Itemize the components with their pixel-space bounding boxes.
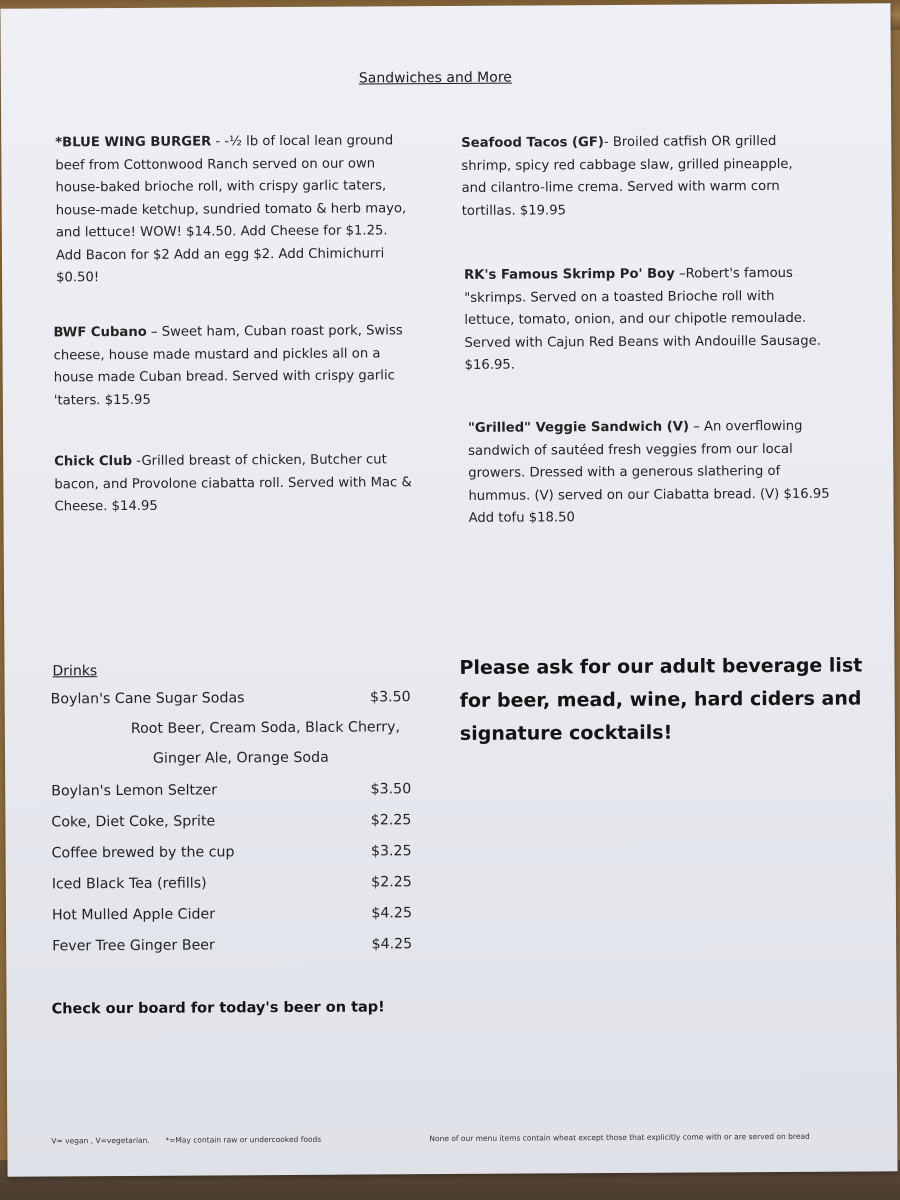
item-description: - -½ lb of local lean ground beef from Cottonwood Ranch served on our own house-baked brioche roll, with crispy garlic taters, house-made ketchup, sundried tomato & herb mayo, and lettuce! WOW! $14.50. Add Cheese for $1.25. Add Bacon for $2 Add an egg $2. Add Chimichurri $0.50! [55, 133, 407, 286]
menu-item [468, 416, 839, 531]
tap-note: Check our board for today's beer on tap! [51, 999, 385, 1018]
drinks-heading: Drinks [52, 663, 98, 680]
soda-flavors: Root Beer, Cream Soda, Black Cherry, [130, 719, 401, 737]
item-description: -Grilled breast of chicken, Butcher cut bacon, and Provolone ciabatta roll. Served with Mac & Cheese. $14.95 [54, 452, 412, 515]
drink-price: $3.25 [370, 843, 412, 860]
drink-name: Coke, Diet Coke, Sprite [51, 813, 216, 831]
drink-price: $4.25 [371, 936, 413, 953]
drink-name: Boylan's Cane Sugar Sodas [50, 690, 245, 708]
drink-row [51, 689, 411, 707]
item-name: BWF Cubano [53, 324, 147, 341]
drink-row [52, 905, 412, 923]
menu-page [0, 3, 897, 1176]
item-name: Seafood Tacos (GF) [461, 135, 604, 151]
drink-row [51, 812, 411, 830]
page-title: Sandwiches and More [358, 69, 512, 87]
soda-flavors: Ginger Ale, Orange Soda [152, 749, 329, 767]
footer-legend-raw: *=May contain raw or undercooked foods [165, 1134, 322, 1145]
item-name: "Grilled" Veggie Sandwich (V) [467, 419, 690, 436]
menu-item [55, 130, 416, 290]
item-description: - Broiled catfish OR grilled shrimp, spicy red cabbage slaw, grilled pineapple, and cilantro-lime crema. Served with warm corn tortillas. $19.95 [461, 133, 793, 219]
item-description: – An overflowing sandwich of sautéed fresh veggies from our local growers. Dressed with a generous slathering of hummus. (V) served on our Ciabatta bread. (V) $16.95 Add tofu $18.50 [468, 418, 830, 526]
drink-name: Coffee brewed by the cup [51, 844, 235, 862]
menu-item [464, 263, 829, 378]
menu-item [53, 320, 416, 412]
drink-name: Fever Tree Ginger Beer [52, 937, 215, 955]
item-name: Chick Club [54, 453, 133, 470]
drink-row [52, 874, 412, 892]
item-description: –Robert's famous "skrimps. Served on a toasted Brioche roll with lettuce, tomato, onion, and our chipotle remoulade. Served with Cajun Red Beans with Andouille Sausage. $16.95. [464, 265, 821, 373]
footer-legend-vegan: V= vegan , V=vegetarian. [51, 1135, 150, 1146]
drink-price: $3.50 [370, 781, 412, 798]
drink-row [51, 781, 411, 799]
menu-item [461, 131, 802, 223]
drink-row [52, 936, 412, 954]
item-description: – Sweet ham, Cuban roast pork, Swiss cheese, house made mustard and pickles all on a house made Cuban bread. Served with crispy garlic 'taters. $15.95 [53, 323, 403, 408]
drink-price: $4.25 [371, 905, 413, 922]
item-name: RK's Famous Skrimp Po' Boy [464, 266, 675, 283]
drink-price: $3.50 [369, 689, 411, 706]
drink-name: Hot Mulled Apple Cider [51, 906, 216, 924]
drink-price: $2.25 [370, 812, 412, 829]
footer-wheat-note: None of our menu items contain wheat except those that explicitly come with or are served on bread [429, 1131, 810, 1144]
item-name: *BLUE WING BURGER [55, 134, 212, 151]
adult-beverage-note: Please ask for our adult beverage list for beer, mead, wine, hard ciders and signature cocktails! [459, 654, 863, 745]
menu-item [54, 449, 416, 519]
drink-name: Iced Black Tea (refills) [51, 875, 207, 893]
drink-name: Boylan's Lemon Seltzer [51, 782, 218, 800]
drink-price: $2.25 [371, 874, 412, 891]
drink-row [52, 843, 412, 861]
